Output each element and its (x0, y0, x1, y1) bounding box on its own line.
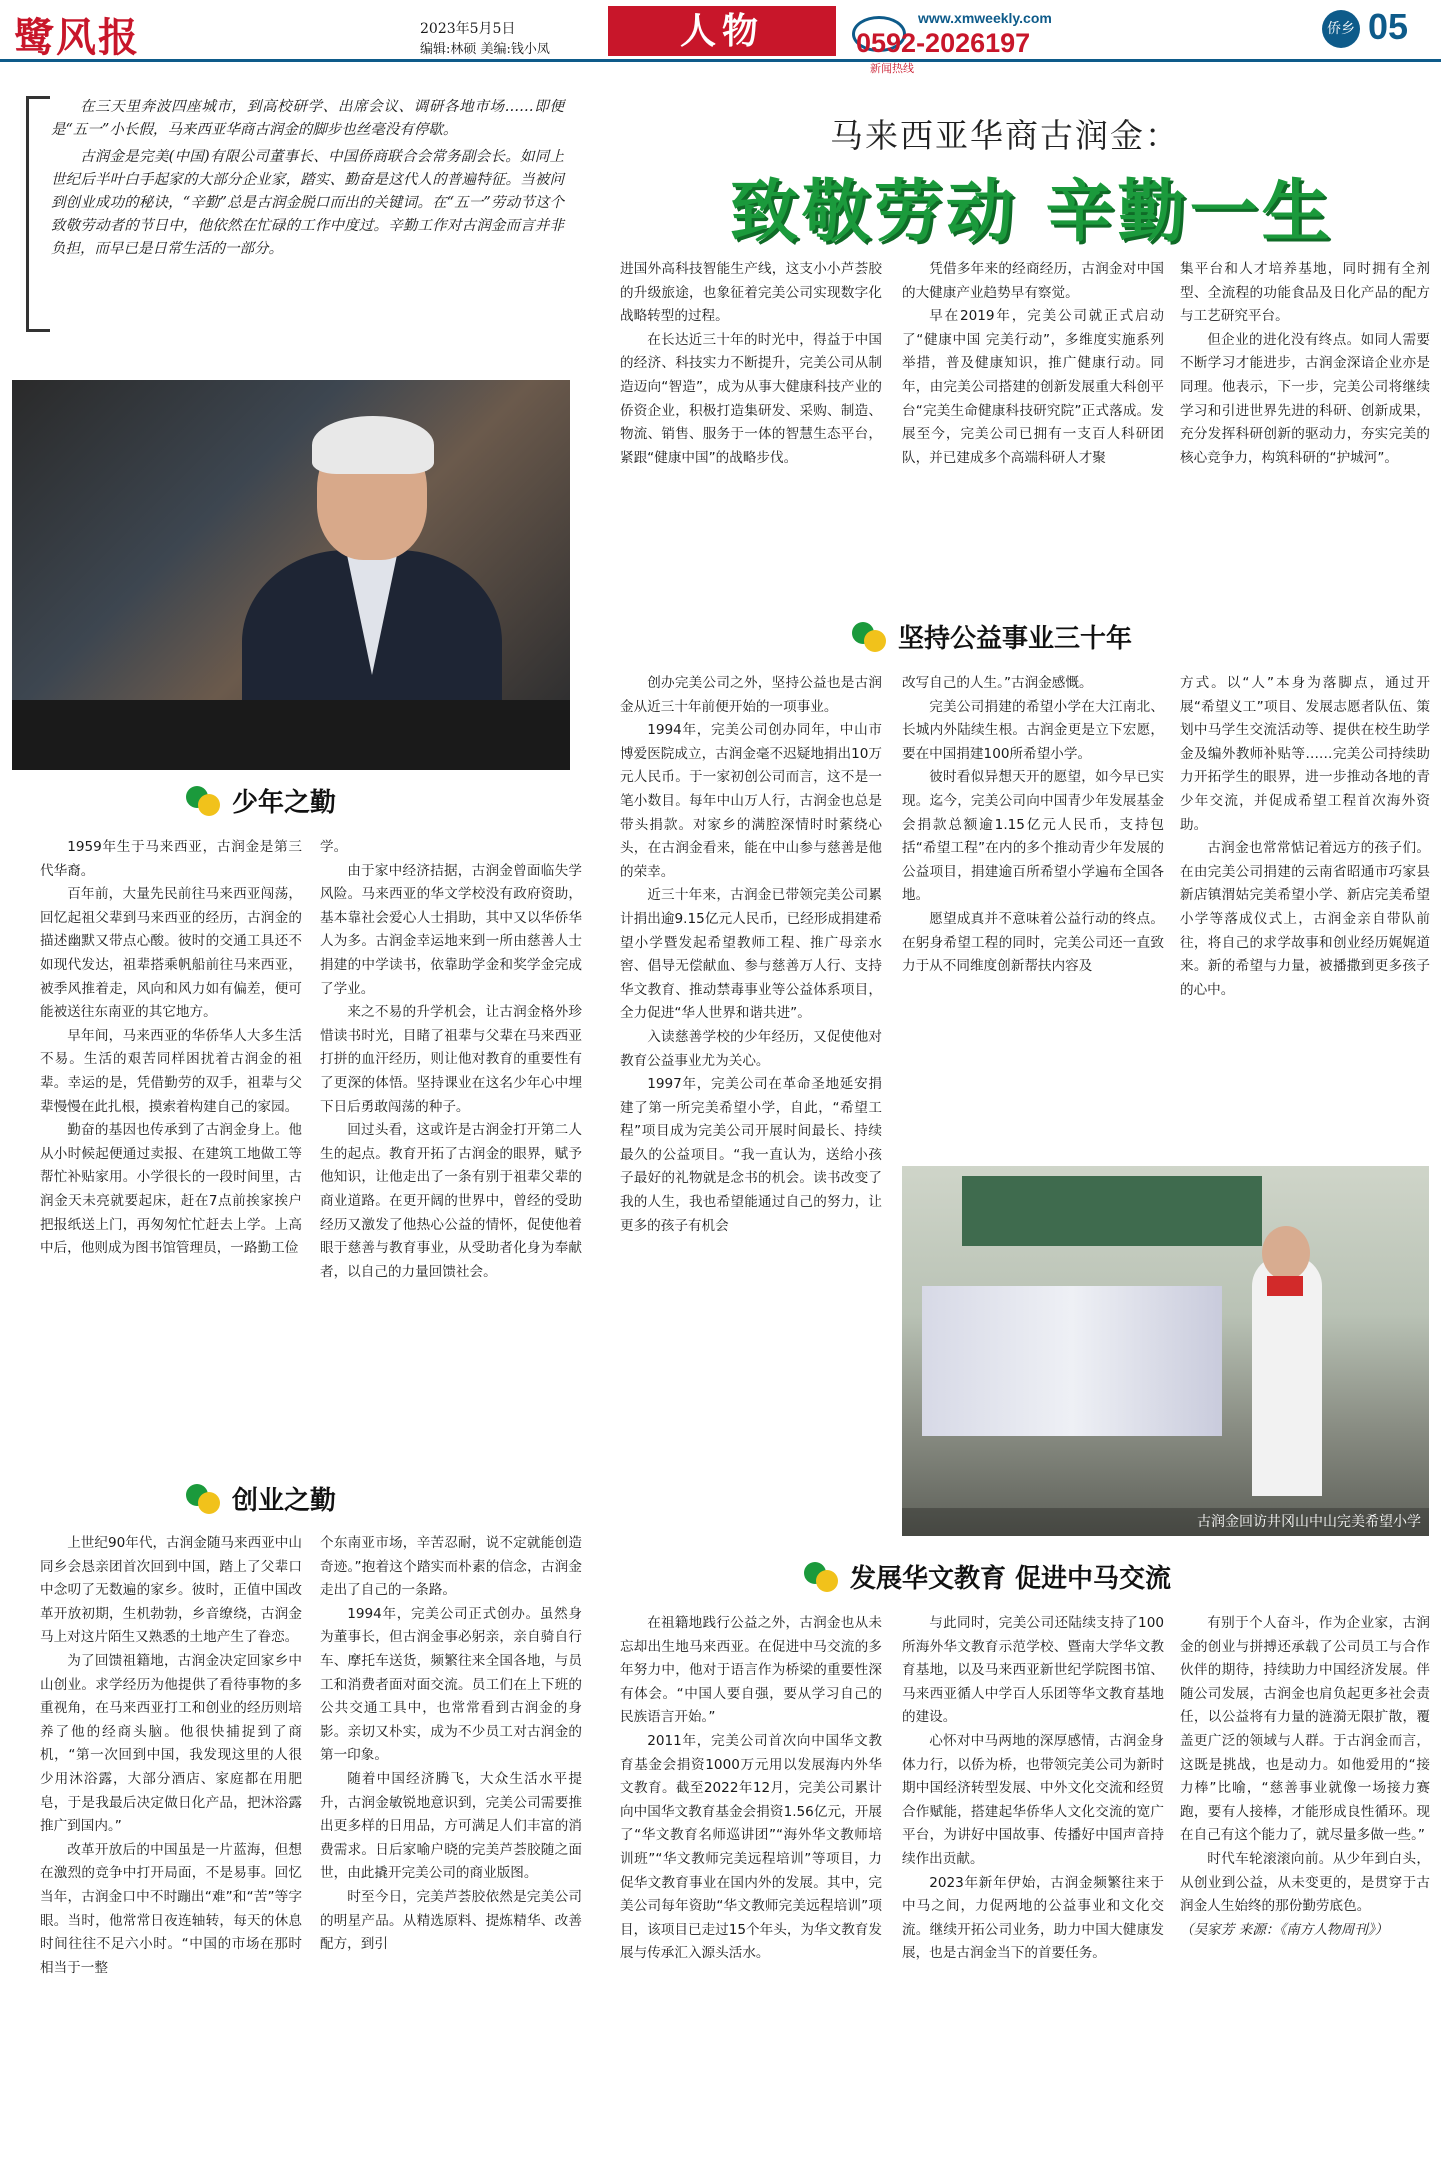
body-paragraph: 彼时看似异想天开的愿望，如今早已实现。迄今，完美公司向中国青少年发展基金会捐款总额逾1.15亿元人民币，支持包括“希望工程”在内的多个推动青少年发展的公益项目，捐建逾百所希望小学遍布全国各地。 (902, 769, 1164, 904)
site-url[interactable]: www.xmweekly.com (918, 10, 1052, 26)
column-edu-e (1180, 1612, 1430, 2157)
body-paragraph: 2023年新年伊始，古润金频繁往来于中马之间，力促两地的公益事业和文化交流。继续开拓公司业务，助力中国大健康发展，也是古润金当下的首要任务。 (902, 1874, 1164, 1962)
body-paragraph: 在祖籍地践行公益之外，古润金也从未忘却出生地马来西亚。在促进中马交流的多年努力中，他对于语言作为桥梁的重要性深有体会。“中国人要自强，要从学习自己的民族语言开始。” (620, 1615, 882, 1726)
intro-paragraph: 古润金是完美(中国)有限公司董事长、中国侨商联合会常务副会长。如同上世纪后半叶白手起家的大部分企业家，踏实、勤奋是这代人的普遍特征。当被问到创业成功的秘诀，“辛勤”总是古润金脱口而出的关键词。在“五一”劳动节这个致敬劳动者的节日中，他依然在忙碌的工作中度过。辛勤工作对古润金而言并非负担，而早已是日常生活的一部分。 (51, 149, 564, 257)
body-paragraph: 随着中国经济腾飞，大众生活水平提升，古润金敏锐地意识到，完美公司需要推出更多样的日用品，方可满足人们丰富的消费需求。日后家喻户晓的完美芦荟胶随之面世，由此撬开完美公司的商业版图。 (320, 1770, 582, 1882)
section-title: 创业之勤 (232, 1486, 337, 1516)
body-paragraph: 回过头看，这或许是古润金打开第二人生的起点。教育开拓了古润金的眼界，赋予他知识，让他走出了一条有别于祖辈父辈的商业道路。在更开阔的世界中，曾经的受助经历又激发了他热心公益的情怀，促使他着眼于慈善与教育事业，从受助者化身为奉献者，以自己的力量回馈社会。 (320, 1122, 582, 1280)
body-paragraph: 创办完美公司之外，坚持公益也是古润金从近三十年前便开始的一项事业。 (620, 675, 882, 715)
body-paragraph: 进国外高科技智能生产线，这支小小芦荟胶的升级旅途，也象征着完美公司实现数字化战略转型的过程。 (620, 261, 882, 325)
page-number: 05 (1368, 6, 1409, 47)
photo-hair (312, 416, 434, 474)
body-paragraph: 由于家中经济拮据，古润金曾面临失学风险。马来西亚的华文学校没有政府资助，基本靠社会爱心人士捐助，其中又以华侨华人为多。古润金幸运地来到一所由慈善人士捐建的中学读书，依靠助学金和奖学金完成了学业。 (320, 862, 582, 997)
section-title: 坚持公益事业三十年 (898, 624, 1133, 654)
photo-donated-bags (922, 1286, 1222, 1436)
body-paragraph: 1994年，完美公司正式创办。虽然身为董事长，但古润金事必躬亲，亲自骑自行车、摩托车送货，频繁往来全国各地，与员工和消费者面对面交流。员工们在上下班的公共交通工具中，也常常看到古润金的身影。亲切又朴实，成为不少员工对古润金的第一印象。 (320, 1605, 582, 1764)
body-paragraph: 个东南亚市场，辛苦忍耐，说不定就能创造奇迹。”抱着这个踏实而朴素的信念，古润金走出了自己的一条路。 (320, 1535, 582, 1599)
body-paragraph: 入读慈善学校的少年经历，又促使他对教育公益事业尤为关心。 (620, 1028, 882, 1069)
body-paragraph: 凭借多年来的经商经历，古润金对中国的大健康产业趋势早有察觉。 (902, 261, 1164, 301)
body-paragraph: 方式。以“人”本身为落脚点，通过开展“希望义工”项目、发展志愿者队伍、策划中马学生交流活动等、提供在校生助学金及编外教师补贴等……完美公司持续助力开拓学生的眼界，进一步推动各地的青少年交流，并促成希望工程首次海外资助。 (1180, 675, 1430, 833)
body-paragraph: 来之不易的升学机会，让古润金格外珍惜读书时光，目睹了祖辈与父辈在马来西亚打拼的血汗经历，则让他对教育的重要性有了更深的体悟。坚持课业在这名少年心中埋下日后勇敢闯荡的种子。 (320, 1004, 582, 1115)
column-youth-b (320, 836, 582, 1478)
body-paragraph: 学。 (320, 839, 348, 855)
photo-red-scarf (1267, 1276, 1303, 1296)
body-paragraph: 在长达近三十年的时光中，得益于中国的经济、科技实力不断提升，完美公司从制造迈向“智造”，成为从事大健康科技产业的侨资企业，积极打造集研发、采购、制造、物流、销售、服务于一体的智慧生态平台，紧跟“健康中国”的战略步伐。 (620, 331, 882, 466)
photo-person-head (1262, 1226, 1310, 1280)
article-intro (26, 96, 564, 332)
section-heading-charity (852, 616, 1252, 656)
body-paragraph: 古润金也常常惦记着远方的孩子们。在由完美公司捐建的云南省昭通市巧家县新店镇渭姑完美希望小学、新店完美希望小学等落成仪式上，古润金亲自带队前往，将自己的求学故事和创业经历娓娓道来。新的希望与力量，被播撒到更多孩子的心中。 (1180, 840, 1430, 998)
hotline-label: 新闻热线 (870, 63, 914, 75)
section-banner: 人物 (608, 6, 836, 56)
column-youth-a (40, 836, 302, 1478)
body-paragraph: 完美公司捐建的希望小学在大江南北、长城内外陆续生根。古润金更是立下宏愿，要在中国捐建100所希望小学。 (902, 698, 1164, 762)
column-top-d (902, 258, 1164, 596)
section-title: 发展华文教育 促进中马交流 (850, 1564, 1172, 1594)
column-charity-c (620, 672, 882, 1536)
paper-name: 鹭风报 (14, 14, 140, 61)
column-edu-c (620, 1612, 882, 2157)
bubble-icon (186, 786, 226, 816)
bubble-icon (804, 1562, 844, 1592)
body-paragraph: 1994年，完美公司创办同年，中山市博爱医院成立，古润金毫不迟疑地捐出10万元人民币。于一家初创公司而言，这不是一笔小数目。每年中山万人行，古润金也总是带头捐款。对家乡的满腔深情时时萦绕心头，在古润金看来，能在中山参与慈善是他的荣幸。 (620, 722, 882, 880)
body-paragraph: 时代车轮滚滚向前。从少年到白头，从创业到公益，从未变更的，是贯穿于古润金人生始终的那份勤劳底色。 (1180, 1850, 1430, 1915)
school-visit-photo (902, 1166, 1429, 1536)
body-paragraph: 为了回馈祖籍地，古润金决定回家乡中山创业。求学经历为他提供了看待事物的多重视角，在马来西亚打工和创业的经历则培养了他的经商头脑。他很快捕捉到了商机，“第一次回到中国，我发现这里的人很少用沐浴露，大部分酒店、家庭都在用肥皂，于是我最后决定做日化产品，把沐浴露推广到国内。” (40, 1652, 302, 1835)
body-paragraph: 百年前，大量先民前往马来西亚闯荡，回忆起祖父辈到马来西亚的经历，古润金的描述幽默又带点心酸。彼时的交通工具还不如现代发达，祖辈搭乘帆船前往马来西亚，被季风推着走，风向和风力如有偏差，便可能被送往东南亚的其它地方。 (40, 886, 302, 1021)
article-subtitle: 马来西亚华商古润金： (830, 116, 1180, 155)
section-title: 少年之勤 (232, 788, 337, 818)
section-heading-startup (186, 1478, 486, 1518)
bubble-icon (852, 622, 892, 652)
body-paragraph: 上世纪90年代，古润金随马来西亚中山同乡会恳亲团首次回到中国，踏上了父辈口中念叨了无数遍的家乡。彼时，正值中国改革开放初期，生机勃勃，乡音缭绕，古润金马上对这片陌生又熟悉的土地产生了眷恋。 (40, 1535, 302, 1646)
body-paragraph: 早在2019年，完美公司就正式启动了“健康中国 完美行动”，多维度实施系列举措，普及健康知识，推广健康行动。同年，由完美公司搭建的创新发展重大科创平台“完美生命健康科技研究院”正式落成。发展至今，完美公司已拥有一支百人科研团队，并已建成多个高端科研人才聚 (902, 308, 1164, 466)
column-startup-a (40, 1532, 302, 2157)
column-top-e (1180, 258, 1430, 596)
body-paragraph: 近三十年来，古润金已带领完美公司累计捐出逾9.15亿元人民币，已经形成捐建希望小学暨发起希望教师工程、推广母亲水窖、倡导无偿献血、参与慈善万人行、支持华文教育、推动禁毒事业等公益体系项目，全力促进“华人世界和谐共进”。 (620, 887, 882, 1022)
body-paragraph: 愿望成真并不意味着公益行动的终点。在躬身希望工程的同时，完美公司还一直致力于从不同维度创新帮扶内容及 (902, 910, 1164, 975)
body-paragraph: 1997年，完美公司在革命圣地延安捐建了第一所完美希望小学，自此，“希望工程”项目成为完美公司开展时间最长、持续最久的公益项目。“我一直认为，送给小孩子最好的礼物就是念书的机会。读书改变了我的人生，我也希望能通过自己的努力，让更多的孩子有机会 (620, 1076, 882, 1234)
column-charity-d (902, 672, 1164, 1152)
body-paragraph: 集平台和人才培养基地，同时拥有全剂型、全流程的功能食品及日化产品的配方与工艺研究平台。 (1180, 261, 1430, 325)
article-title: 致敬劳动 辛勤一生 (730, 173, 1334, 252)
body-paragraph: 2011年，完美公司首次向中国华文教育基金会捐资1000万元用以发展海内外华文教育。截至2022年12月，完美公司累计向中国华文教育基金会捐资1.56亿元，开展了“华文教育名师巡讲团”“海外华文教师培训班”“华文教师完美远程培训”等项目，力促华文教育事业在国内外的发展。其中，完美公司每年资助“华文教师完美远程培训”项目，该项目已走过15个年头，为华文教育发展与传承汇入源头活水。 (620, 1732, 882, 1962)
body-paragraph: 早年间，马来西亚的华侨华人大多生活不易。生活的艰苦同样困扰着古润金的祖辈。幸运的是，凭借勤劳的双手，祖辈与父辈慢慢在此扎根，摸索着构建自己的家园。 (40, 1027, 302, 1115)
column-top-c (620, 258, 882, 596)
photo-caption: 古润金回访井冈山中山完美希望小学 (902, 1508, 1429, 1536)
body-paragraph: 改革开放后的中国虽是一片蓝海，但想在激烈的竞争中打开局面，不是易事。回忆当年，古润金口中不时蹦出“难”和“苦”等字眼。当时，他常常日夜连轴转，每天的休息时间往往不足六小时。“中国的市场在那时相当于一整 (40, 1841, 302, 1976)
photo-blackboard (962, 1176, 1262, 1246)
masthead (0, 0, 1441, 75)
page-badge: 侨乡 (1322, 10, 1360, 48)
intro-paragraph: 在三天里奔波四座城市，到高校研学、出席会议、调研各地市场……即便是“五一”小长假，马来西亚华商古润金的脚步也丝毫没有停歇。 (51, 99, 564, 138)
bubble-icon (186, 1484, 226, 1514)
column-edu-d (902, 1612, 1164, 2157)
body-paragraph: 有别于个人奋斗，作为企业家，古润金的创业与拼搏还承载了公司员工与合作伙伴的期待，持续助力中国经济发展。伴随公司发展，古润金也肩负起更多社会责任，以公益将有力量的涟漪无限扩散，覆盖更广泛的领域与人群。于古润金而言，这既是挑战，也是动力。如他爱用的“接力棒”比喻，“慈善事业就像一场接力赛跑，要有人接棒，才能形成良性循环。现在自己有这个能力了，就尽量多做一些。” (1180, 1615, 1430, 1844)
body-paragraph: 改写自己的人生。”古润金感慨。 (902, 675, 1093, 691)
article-source: （吴家芳 来源：《南方人物周刊》） (1180, 1921, 1389, 1938)
section-heading-youth (186, 780, 486, 820)
body-paragraph: 1959年生于马来西亚，古润金是第三代华裔。 (40, 839, 302, 879)
issue-date: 2023年5月5日 (420, 21, 516, 37)
section-heading-education (804, 1556, 1324, 1596)
body-paragraph: 心怀对中马两地的深厚感情，古润金身体力行，以侨为桥，也带领完美公司为新时期中国经济转型发展、中外文化交流和经贸合作赋能，搭建起华侨华人文化交流的宽广平台，为讲好中国故事、传播好中国声音持续作出贡献。 (902, 1732, 1164, 1867)
news-hotline: 0592-2026197 (856, 28, 1031, 58)
portrait-photo (12, 380, 570, 770)
body-paragraph: 但企业的进化没有终点。如同人需要不断学习才能进步，古润金深谙企业亦是同理。他表示，下一步，完美公司将继续学习和引进世界先进的科研、创新成果，充分发挥科研创新的驱动力，夯实完美的核心竞争力，构筑科研的“护城河”。 (1180, 331, 1430, 466)
column-charity-e (1180, 672, 1430, 1152)
body-paragraph: 与此同时，完美公司还陆续支持了100所海外华文教育示范学校、暨南大学华文教育基地，以及马来西亚新世纪学院图书馆、马来西亚循人中学百人乐团等华文教育基地的建设。 (902, 1615, 1164, 1726)
body-paragraph: 时至今日，完美芦荟胶依然是完美公司的明星产品。从精选原料、提炼精华、改善配方，到引 (320, 1888, 582, 1953)
body-paragraph: 勤奋的基因也传承到了古润金身上。他从小时候起便通过卖报、在建筑工地做工等帮忙补贴家用。小学很长的一段时间里，古润金天未亮就要起床，赶在7点前挨家挨户把报纸送上门，再匆匆忙忙赶去上学。上高中后，他则成为图书馆管理员，一路勤工俭 (40, 1122, 302, 1257)
issue-editors: 编辑:林硕 美编:钱小凤 (420, 42, 550, 57)
photo-table (12, 700, 570, 770)
column-startup-b (320, 1532, 582, 2157)
